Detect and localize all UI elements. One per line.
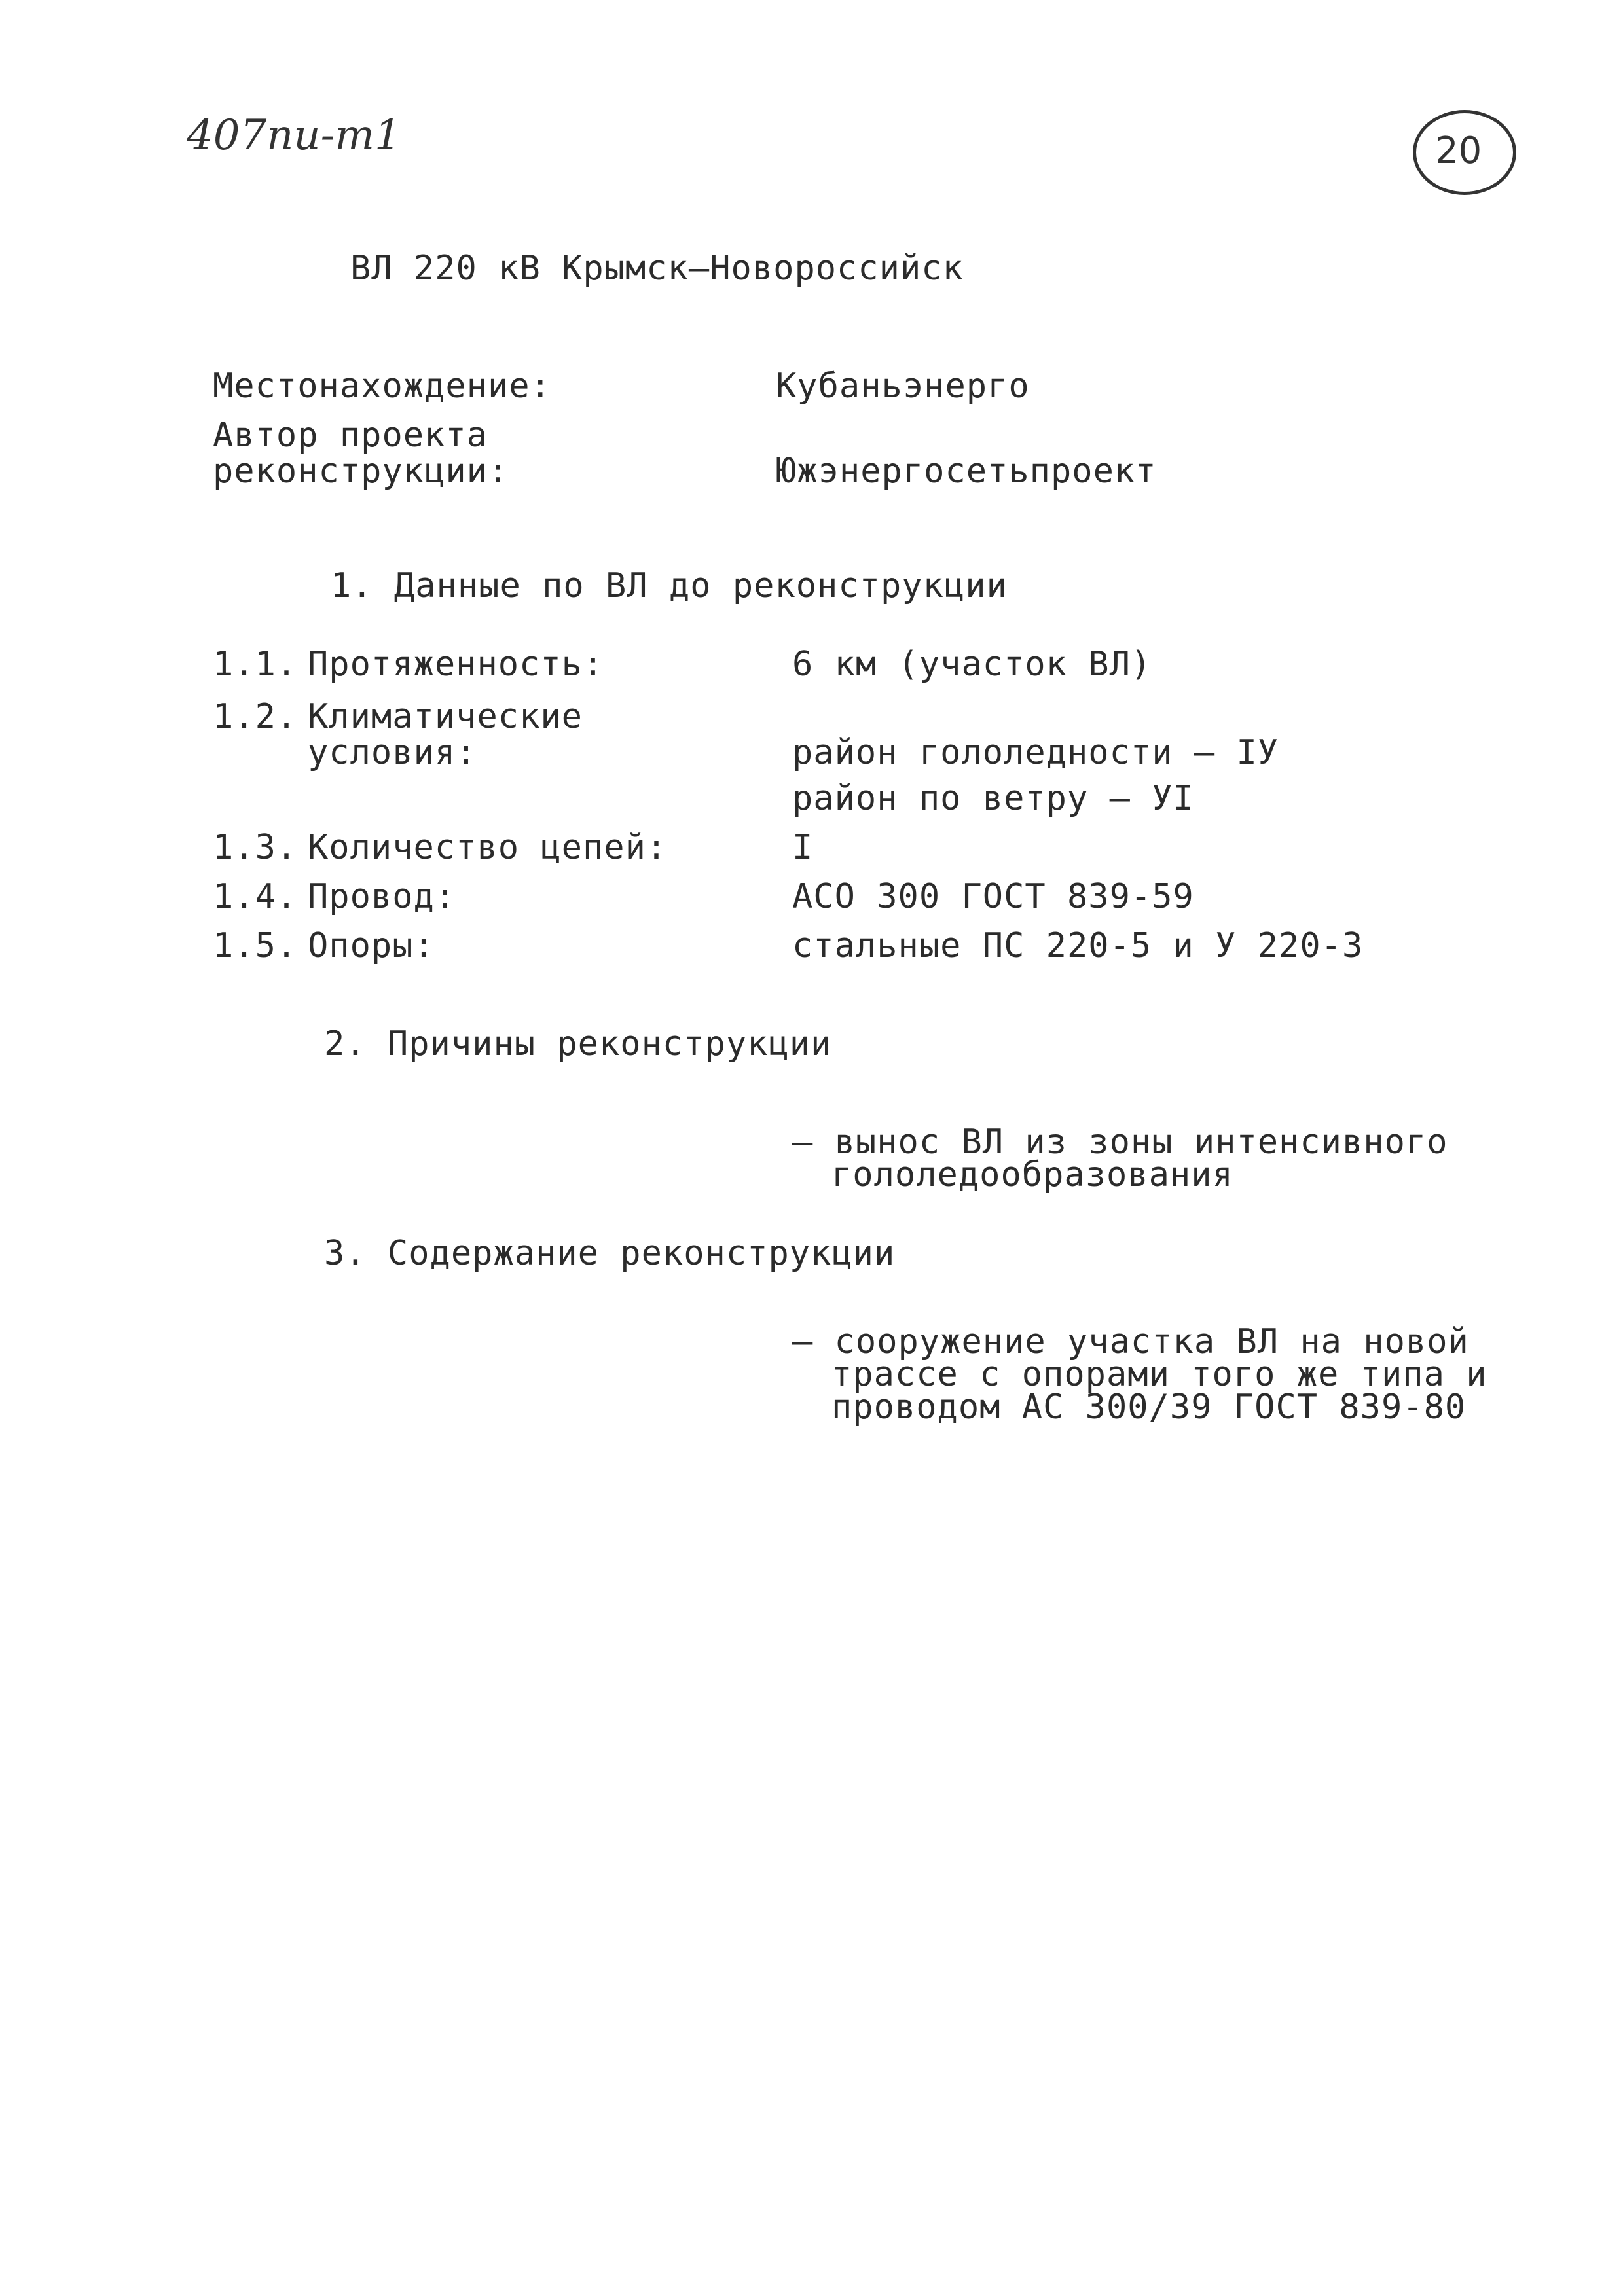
item-1-5-number: 1.5.: [213, 926, 298, 965]
author-value: Южэнергосетьпроект: [776, 452, 1157, 491]
item-1-2-label-line2: условия:: [308, 733, 477, 772]
item-1-2-label-line1: Климатические: [308, 697, 583, 736]
author-label-line1: Автор проекта: [213, 416, 488, 455]
document-title: ВЛ 220 кВ Крымск–Новороссийск: [350, 249, 964, 288]
item-1-4-label: Провод:: [308, 877, 456, 916]
item-1-4-number: 1.4.: [213, 877, 298, 916]
item-1-1-label: Протяженность:: [308, 645, 604, 684]
location-label: Местонахождение:: [213, 367, 551, 406]
item-1-1-number: 1.1.: [213, 645, 298, 684]
item-1-3-number: 1.3.: [213, 828, 298, 867]
section3-heading: 3. Содержание реконструкции: [324, 1234, 896, 1273]
page-number: 20: [1435, 130, 1482, 172]
section3-line1: – сооружение участка ВЛ на новой: [792, 1322, 1469, 1361]
section3-line3: проводом АС 300/39 ГОСТ 839-80: [831, 1388, 1467, 1427]
author-label-line2: реконструкции:: [213, 452, 509, 491]
section3-line2: трассе с опорами того же типа и: [831, 1355, 1487, 1394]
section2-line2: гололедообразования: [831, 1155, 1233, 1194]
item-1-4-value: АСО 300 ГОСТ 839-59: [792, 877, 1194, 916]
section2-heading: 2. Причины реконструкции: [324, 1024, 832, 1064]
section1-heading: 1. Данные по ВЛ до реконструкции: [331, 566, 1008, 605]
item-1-5-value: стальные ПС 220-5 и У 220-3: [792, 926, 1364, 965]
item-1-1-value: 6 км (участок ВЛ): [792, 645, 1152, 684]
item-1-3-value: I: [792, 828, 814, 867]
section2-line1: – вынос ВЛ из зоны интенсивного: [792, 1122, 1448, 1162]
item-1-2-value-line1: район гололедности – IУ: [792, 733, 1279, 772]
item-1-2-value-line2: район по ветру – УI: [792, 779, 1194, 818]
item-1-5-label: Опоры:: [308, 926, 435, 965]
item-1-2-number: 1.2.: [213, 697, 298, 736]
handwritten-code: 407пи-т1: [187, 111, 401, 160]
item-1-3-label: Количество цепей:: [308, 828, 668, 867]
location-value: Кубаньэнерго: [776, 367, 1030, 406]
